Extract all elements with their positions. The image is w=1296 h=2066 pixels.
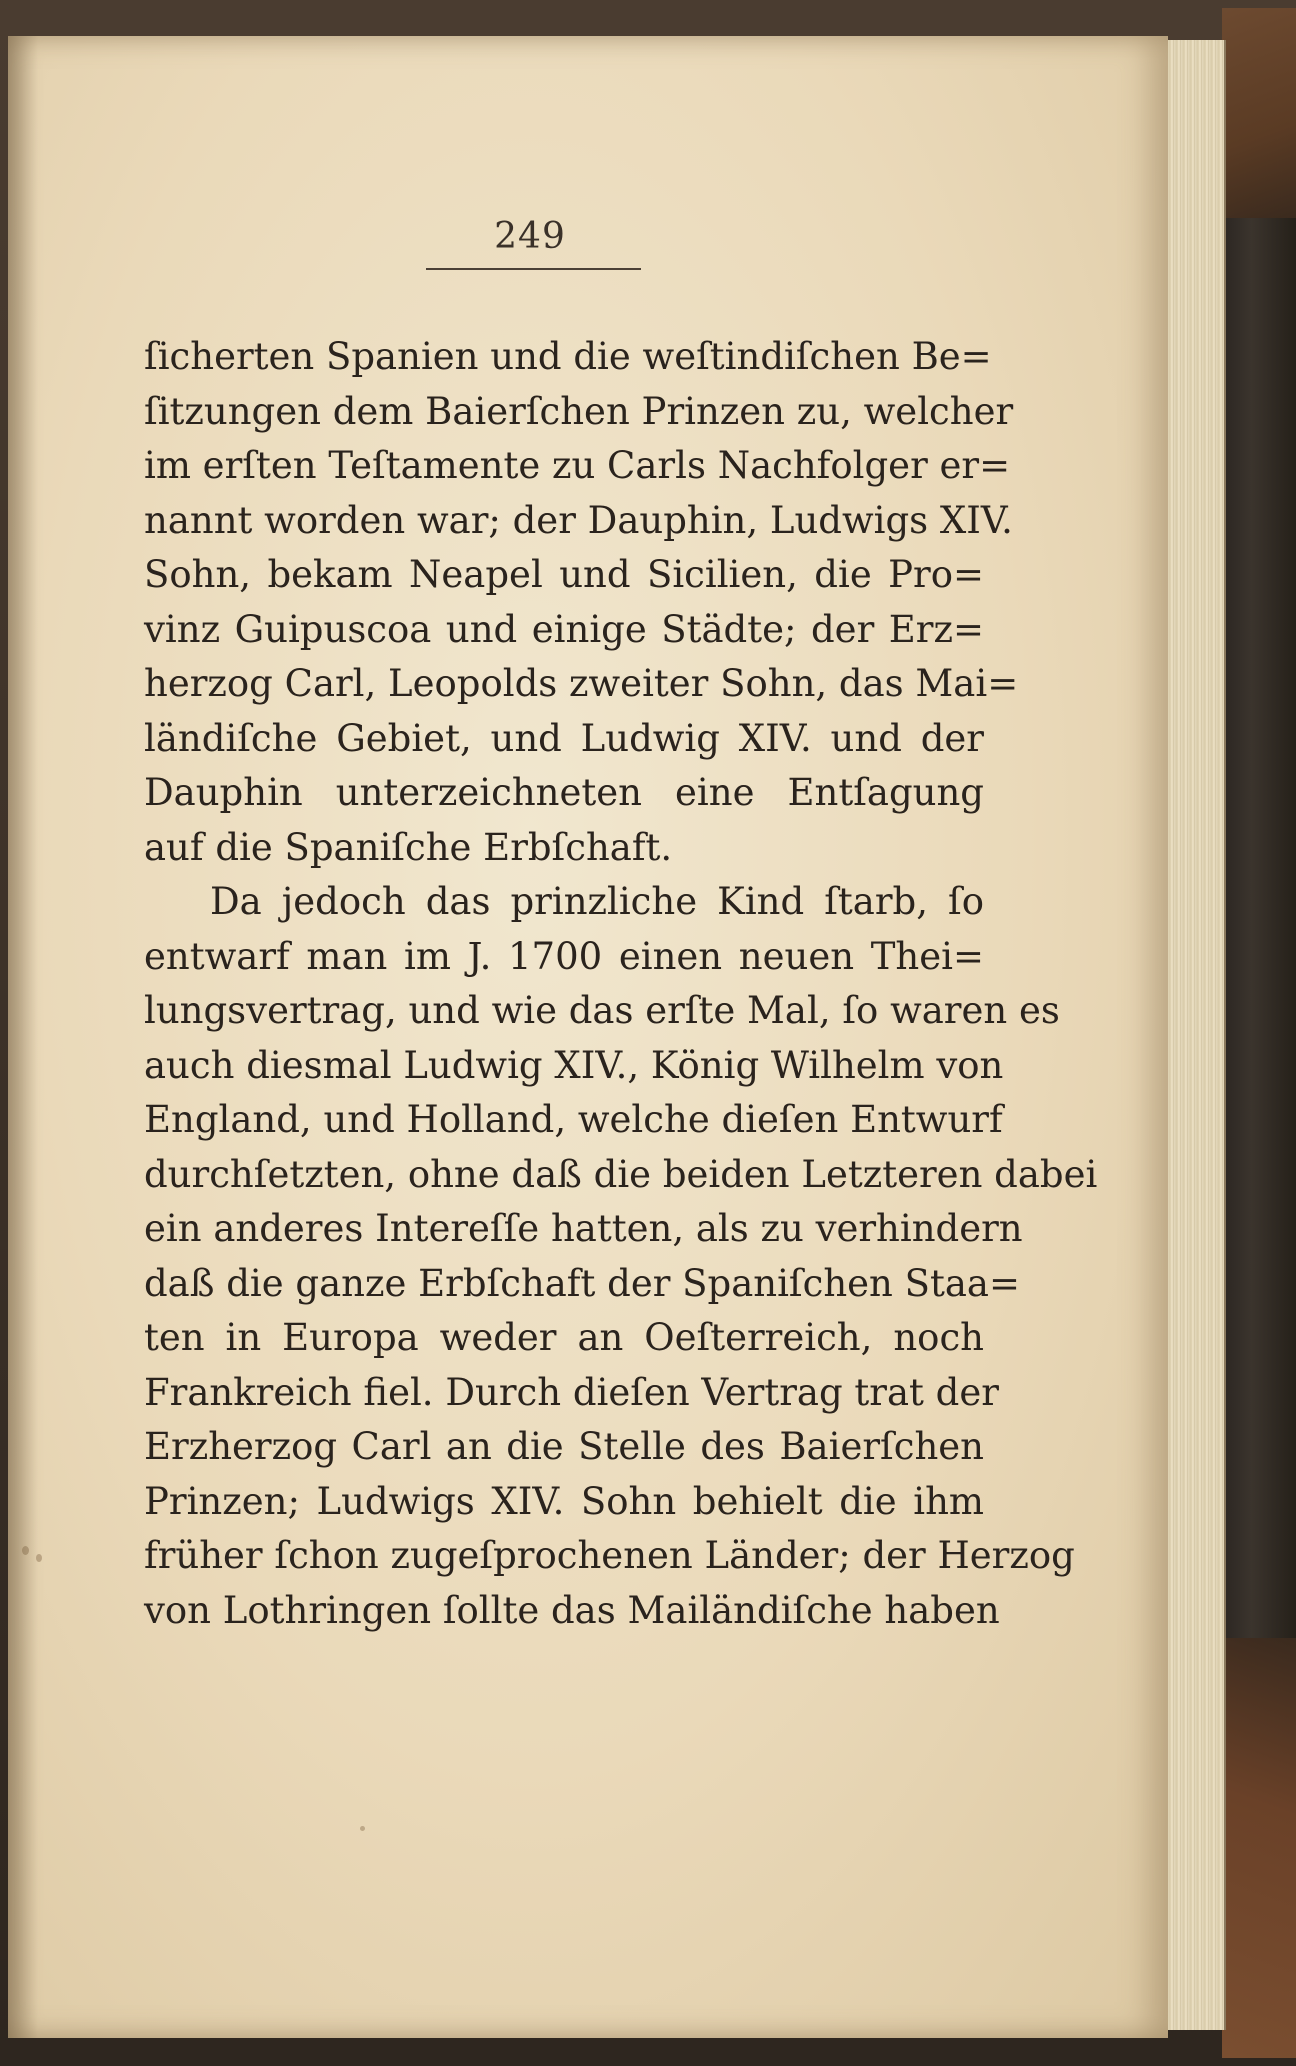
paper-spot bbox=[360, 1826, 365, 1831]
text-line: ten in Europa weder an Oeſterreich, noch bbox=[144, 1316, 984, 1359]
text-line: ſicherten Spanien und die weſtindiſchen Be= bbox=[144, 335, 992, 378]
text-line: Erzherzog Carl an die Stelle des Baierſchen bbox=[144, 1425, 984, 1468]
paper-spot bbox=[22, 1546, 29, 1555]
book-cover-edge bbox=[1222, 8, 1296, 2058]
leather-corner-top bbox=[1222, 8, 1296, 218]
text-line: lungsvertrag, und wie das erſte Mal, ſo waren es bbox=[144, 989, 1060, 1032]
text-line: Frankreich fiel. Durch dieſen Vertrag trat der bbox=[144, 1370, 999, 1414]
text-line: entwarf man im J. 1700 einen neuen Thei= bbox=[144, 934, 984, 978]
paper-spot bbox=[36, 1554, 42, 1562]
leather-corner-bottom bbox=[1222, 1638, 1296, 2058]
text-line: im erſten Teſtamente zu Carls Nachfolger er= bbox=[144, 444, 1011, 487]
text-line: auf die Spaniſche Erbſchaft. bbox=[144, 825, 673, 869]
text-line: Sohn, bekam Neapel und Sicilien, die Pro= bbox=[144, 553, 984, 596]
text-line: Prinzen; Ludwigs XIV. Sohn behielt die ihm bbox=[144, 1479, 984, 1523]
text-line: ſitzungen dem Baierſchen Prinzen zu, welcher bbox=[144, 389, 1014, 433]
text-line: nannt worden war; der Dauphin, Ludwigs XIV. bbox=[144, 498, 1013, 542]
header-rule bbox=[426, 268, 641, 270]
body-text bbox=[144, 330, 1098, 1638]
text-line: ein anderes Intereſſe hatten, als zu verhindern bbox=[144, 1207, 1023, 1250]
text-line: früher ſchon zugeſprochenen Länder; der Herzog bbox=[144, 1534, 1075, 1577]
text-line: England, und Holland, welche dieſen Entwurf bbox=[144, 1098, 1003, 1141]
text-line: von Lothringen ſollte das Mailändiſche haben bbox=[144, 1588, 1000, 1632]
text-line: daß die ganze Erbſchaft der Spaniſchen Staa= bbox=[144, 1261, 1020, 1305]
text-line: Dauphin unterzeichneten eine Entſagung bbox=[144, 771, 984, 814]
page-number: 249 bbox=[494, 216, 566, 257]
text-line: auch diesmal Ludwig XIV., König Wilhelm von bbox=[144, 1043, 1004, 1087]
text-line: ländiſche Gebiet, und Ludwig XIV. und der bbox=[144, 716, 984, 760]
page-edges bbox=[1160, 40, 1226, 2030]
gutter-shadow bbox=[8, 36, 38, 2038]
text-line: herzog Carl, Leopolds zweiter Sohn, das Mai= bbox=[144, 662, 1019, 705]
text-line: vinz Guipuscoa und einige Städte; der Erz= bbox=[144, 607, 984, 651]
text-line: Da jedoch das prinzliche Kind ſtarb, ſo bbox=[210, 880, 984, 923]
text-line: durchſetzten, ohne daß die beiden Letzteren dabei bbox=[144, 1152, 1098, 1196]
